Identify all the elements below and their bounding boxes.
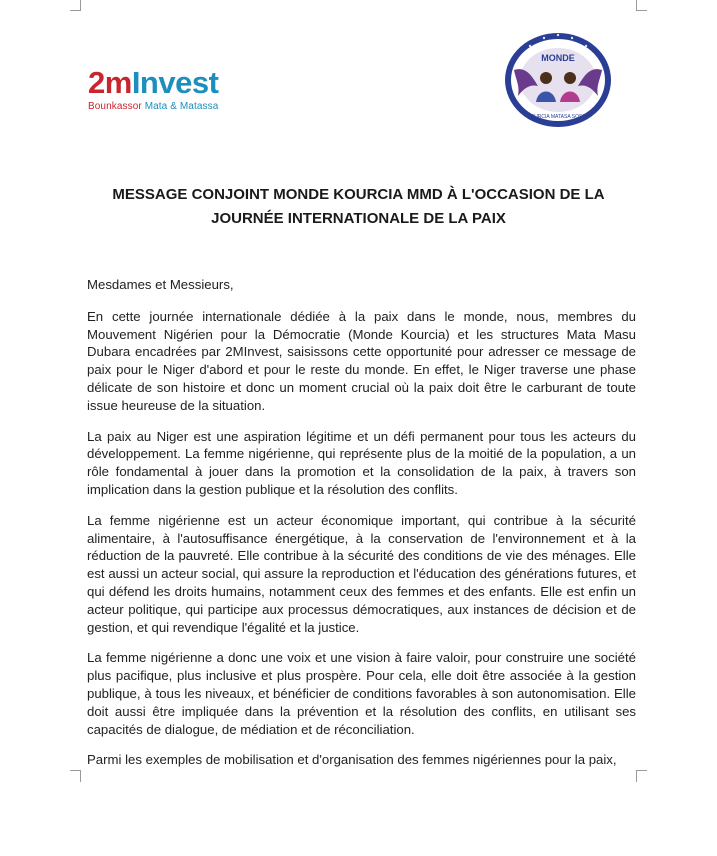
crop-mark-bottom-right-h xyxy=(636,770,647,771)
svg-text:KOURCIA MATASA SOSSA: KOURCIA MATASA SOSSA xyxy=(526,114,590,120)
paragraph-2: La paix au Niger est une aspiration légitime et un défi permanent pour tous les acteurs du développement. La femme nigérienne, qui représente plus de la moitié de la population, a un rôle fondamental à jouer dans la promotion et la consolidation de la paix, à travers son implication dans la gestion publique et la résolution des conflits. xyxy=(87,428,636,497)
crop-mark-bottom-left-v xyxy=(80,770,81,782)
paragraph-5: Parmi les exemples de mobilisation et d'organisation des femmes nigériennes pour la paix, xyxy=(87,752,617,768)
document-title: MESSAGE CONJOINT MONDE KOURCIA MMD À L'OCCASION DE LA JOURNÉE INTERNATIONALE DE LA PAIX xyxy=(112,186,605,227)
2minvest-logo xyxy=(88,66,228,122)
paragraph-4: La femme nigérienne a donc une voix et une vision à faire valoir, pour construire une société plus pacifique, plus inclusive et plus prospère. Pour cela, elle doit être associée à la gestion publique, à tous les niveaux, et bénéficier de conditions favorables à son autonomisation. Elle doit aussi être impliquée dans la prévention et la résolution des conflits, en utilisant ses capacités de dialogue, de médiation et de réconciliation. xyxy=(87,650,636,737)
svg-text:MONDE: MONDE xyxy=(541,53,575,63)
crop-mark-bottom-right-v xyxy=(636,770,637,782)
letterhead xyxy=(0,0,717,160)
monde-kourcia-seal-icon xyxy=(500,30,616,130)
letter-body xyxy=(87,276,636,782)
paragraph-1: En cette journée internationale dédiée à la paix dans le monde, nous, membres du Mouvement Nigérien pour la Démocratie (Monde Kourcia) et les structures Mata Masu Dubara encadrées par 2MInvest, saisissons cette opportunité pour adresser ce message de paix pour le Niger d'abord et pour le reste du monde. En effet, le Niger traverse une phase délicate de son histoire et donc un moment crucial où la paix doit être le carburant de toute issue heureuse de la situation. xyxy=(87,308,636,413)
salutation: Mesdames et Messieurs, xyxy=(87,277,234,292)
paragraph-3: La femme nigérienne est un acteur économique important, qui contribue à la sécurité alimentaire, à l'autosuffisance énergétique, à la conservation de l'environnement et à la réduction de la pauvreté. Elle contribue à la sécurité des conditions de vie des ménages. Elle est aussi un acteur social, qui assure la reproduction et l'éducation des générations futures, et qui défend les droits humains, notamment ceux des femmes et des enfants. Elle est enfin un acteur politique, qui participe aux processus démocratiques, aux instances de décision et de gestion, et qui revendique l'égalité et la justice. xyxy=(87,512,636,635)
2minvest-logo-wordmark: 2mInvest xyxy=(88,65,219,100)
2minvest-logo-tagline: Bounkassor Mata & Matassa xyxy=(88,101,219,112)
